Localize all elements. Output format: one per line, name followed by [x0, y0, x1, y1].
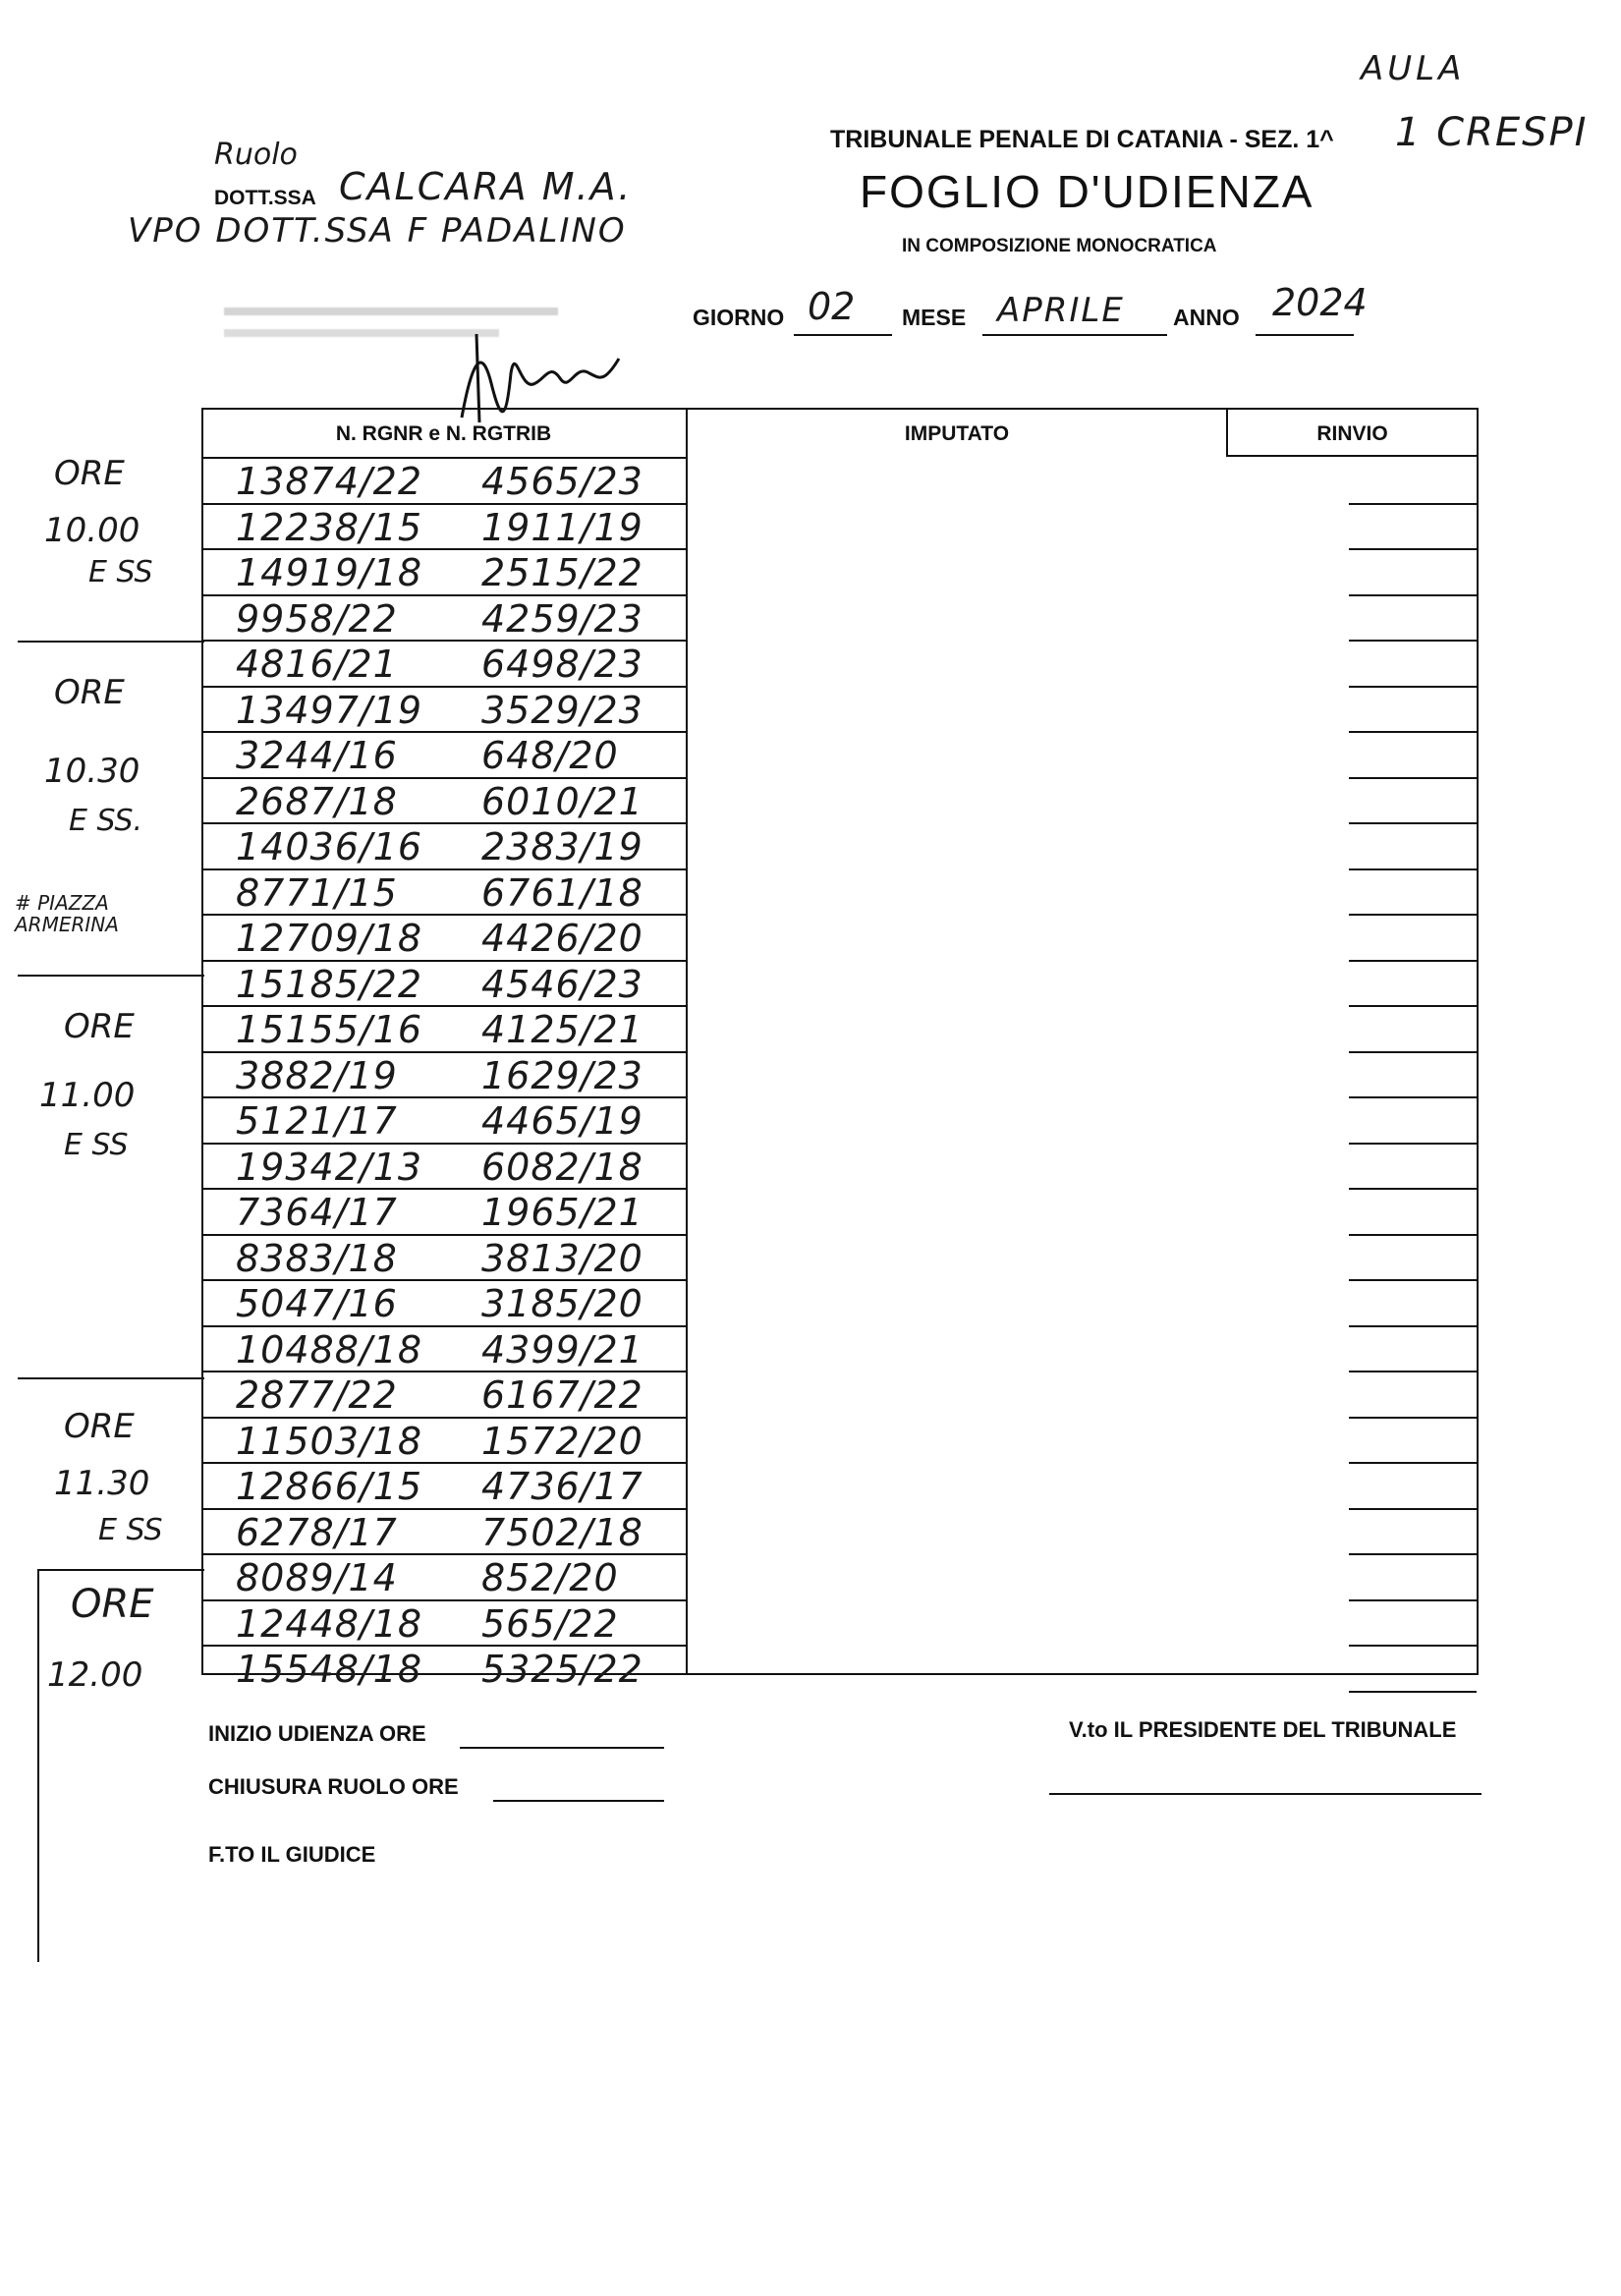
table-row: [201, 1325, 688, 1372]
table-row: [201, 1279, 688, 1325]
presidente-underline: [1049, 1793, 1481, 1795]
table-row: [201, 1508, 688, 1554]
hour-1000-ess: E SS: [88, 555, 153, 589]
left-margin-line: [37, 1569, 39, 1962]
hour-1000-time: 10.00: [44, 511, 140, 550]
rgtrib-number: 565/22: [481, 1601, 619, 1646]
page-title: FOGLIO D'UDIENZA: [860, 166, 1314, 217]
rgtrib-number: 4465/19: [481, 1099, 643, 1143]
rgnr-number: 2687/18: [236, 779, 398, 823]
table-row: [201, 640, 688, 686]
rgtrib-number: 4399/21: [481, 1327, 643, 1372]
rinvio-line: [1349, 640, 1477, 642]
dottssa-label: DOTT.SSA: [214, 187, 316, 209]
rgtrib-number: 3813/20: [481, 1236, 643, 1280]
anno-label: ANNO: [1173, 305, 1240, 330]
chiusura-ruolo-label: CHIUSURA RUOLO ORE: [208, 1774, 459, 1799]
rgnr-number: 5047/16: [236, 1282, 398, 1325]
table-row: [201, 457, 688, 503]
rgnr-number: 5121/17: [236, 1099, 398, 1143]
rinvio-line: [1349, 914, 1477, 916]
ruolo-annotation: Ruolo: [214, 138, 298, 172]
table-row: [201, 1371, 688, 1417]
mese-label: MESE: [902, 305, 967, 330]
rinvio-line: [1349, 548, 1477, 550]
table-row: [201, 1462, 688, 1508]
rinvio-line: [1349, 868, 1477, 870]
rinvio-line: [1349, 503, 1477, 505]
crespi-annotation: 1 CRESPI: [1395, 110, 1589, 155]
header-rinvio: RINVIO: [1228, 408, 1477, 457]
rgtrib-number: 1629/23: [481, 1053, 643, 1097]
chiusura-underline: [493, 1800, 664, 1802]
rgnr-number: 15155/16: [236, 1008, 423, 1051]
rinvio-line: [1349, 686, 1477, 688]
vpo-annotation: VPO DOTT.SSA F PADALINO: [128, 211, 627, 251]
page-subtitle: IN COMPOSIZIONE MONOCRATICA: [902, 236, 1217, 256]
rgnr-number: 13497/19: [236, 688, 423, 732]
table-row: [201, 1188, 688, 1234]
rinvio-line: [1349, 594, 1477, 596]
rinvio-line: [1349, 1599, 1477, 1601]
rgtrib-number: 1572/20: [481, 1419, 643, 1463]
separator: [18, 1377, 204, 1379]
table-row: [201, 548, 688, 594]
presidente-label: V.to IL PRESIDENTE DEL TRIBUNALE: [1069, 1717, 1457, 1742]
rgnr-number: 10488/18: [236, 1327, 423, 1372]
hour-1100-ore: ORE: [64, 1007, 135, 1046]
table-row: [201, 1096, 688, 1143]
rinvio-line: [1349, 1234, 1477, 1236]
rgtrib-number: 4426/20: [481, 917, 643, 960]
table-row: [201, 1051, 688, 1097]
rinvio-line: [1349, 1462, 1477, 1464]
rgtrib-number: 4259/23: [481, 596, 643, 641]
table-row: [201, 1143, 688, 1189]
rinvio-line: [1349, 1279, 1477, 1281]
rgtrib-number: 6761/18: [481, 870, 643, 915]
rgnr-number: 12709/18: [236, 917, 423, 960]
hour-1200-time: 12.00: [47, 1655, 143, 1695]
rgtrib-number: 6167/22: [481, 1373, 643, 1417]
anno-underline: [1256, 334, 1354, 336]
table-row: [201, 594, 688, 641]
table-row: [201, 686, 688, 732]
hour-1100-time: 11.00: [39, 1076, 136, 1115]
rgtrib-number: 6498/23: [481, 643, 643, 686]
hour-1030-ess: E SS.: [69, 804, 143, 838]
hour-1100-ess: E SS: [64, 1128, 129, 1162]
rgnr-number: 12866/15: [236, 1465, 423, 1508]
rgtrib-number: 6010/21: [481, 779, 643, 823]
rinvio-line: [1349, 1417, 1477, 1419]
rinvio-line: [1349, 1143, 1477, 1145]
rinvio-line: [1349, 1188, 1477, 1190]
separator: [18, 975, 204, 977]
rgtrib-number: 3185/20: [481, 1282, 643, 1325]
rgnr-number: 15548/18: [236, 1648, 423, 1691]
rgtrib-number: 4125/21: [481, 1008, 643, 1051]
hour-1130-time: 11.30: [54, 1464, 150, 1503]
rgtrib-number: 4546/23: [481, 962, 643, 1006]
table-row: [201, 1417, 688, 1463]
giudice-name: CALCARA M.A.: [339, 165, 633, 208]
giorno-value: 02: [808, 285, 856, 328]
table-row: [201, 1599, 688, 1646]
rgnr-number: 2877/22: [236, 1373, 398, 1417]
rgtrib-number: 4565/23: [481, 460, 643, 503]
separator: [18, 641, 204, 643]
hour-1030-time: 10.30: [44, 752, 140, 791]
rgnr-number: 19342/13: [236, 1145, 423, 1189]
rgnr-number: 14919/18: [236, 551, 423, 594]
rinvio-line: [1349, 1005, 1477, 1007]
rinvio-line: [1349, 960, 1477, 962]
rgtrib-number: 7502/18: [481, 1510, 643, 1554]
mese-value: APRILE: [997, 291, 1125, 330]
rgtrib-number: 3529/23: [481, 688, 643, 732]
piazza-armerina-note: # PIAZZA ARMERINA: [15, 891, 119, 936]
hour-1130-ore: ORE: [64, 1407, 135, 1446]
rgnr-number: 9958/22: [236, 596, 398, 641]
rgnr-number: 8383/18: [236, 1236, 398, 1280]
aula-annotation: AULA: [1361, 49, 1466, 88]
inizio-udienza-label: INIZIO UDIENZA ORE: [208, 1721, 426, 1746]
rgnr-number: 15185/22: [236, 962, 423, 1006]
giorno-label: GIORNO: [693, 305, 785, 330]
rgnr-number: 14036/16: [236, 825, 423, 868]
hearings-table: [201, 408, 1479, 1691]
rgtrib-number: 2383/19: [481, 825, 643, 868]
rgnr-number: 13874/22: [236, 460, 423, 503]
rgtrib-number: 6082/18: [481, 1145, 643, 1189]
rinvio-line: [1349, 777, 1477, 779]
rgnr-number: 3244/16: [236, 734, 398, 777]
rgtrib-number: 2515/22: [481, 551, 643, 594]
rinvio-line: [1349, 1691, 1477, 1693]
rgtrib-number: 648/20: [481, 734, 619, 777]
header-rgnr: N. RGNR e N. RGTRIB: [201, 408, 688, 457]
rinvio-line: [1349, 1645, 1477, 1647]
rgtrib-number: 1911/19: [481, 505, 643, 549]
rinvio-line: [1349, 1553, 1477, 1555]
table-row: [201, 1553, 688, 1599]
tribunale-heading: TRIBUNALE PENALE DI CATANIA - SEZ. 1^: [830, 126, 1334, 153]
rinvio-line: [1349, 1325, 1477, 1327]
hour-1000-ore: ORE: [54, 454, 125, 493]
table-row: [201, 960, 688, 1006]
rinvio-line: [1349, 1096, 1477, 1098]
table-row: [201, 503, 688, 549]
rgnr-number: 3882/19: [236, 1053, 398, 1097]
table-row: [201, 868, 688, 915]
rinvio-line: [1349, 1508, 1477, 1510]
table-row: [201, 1005, 688, 1051]
giorno-underline: [794, 334, 892, 336]
separator: [37, 1569, 204, 1571]
giudice-signature-label: F.TO IL GIUDICE: [208, 1842, 376, 1867]
rgnr-number: 4816/21: [236, 643, 398, 686]
hour-1200-ore: ORE: [71, 1582, 154, 1627]
rgtrib-number: 5325/22: [481, 1648, 643, 1691]
table-row: [201, 822, 688, 868]
rgnr-number: 12448/18: [236, 1601, 423, 1646]
mese-underline: [982, 334, 1167, 336]
table-row: [201, 777, 688, 823]
rinvio-line: [1349, 822, 1477, 824]
rgnr-number: 8089/14: [236, 1556, 398, 1599]
hour-1030-ore: ORE: [54, 673, 125, 712]
rinvio-line: [1349, 1371, 1477, 1372]
rgtrib-number: 852/20: [481, 1556, 619, 1599]
table-row: [201, 731, 688, 777]
table-row: [201, 914, 688, 960]
rinvio-line: [1349, 731, 1477, 733]
rgnr-number: 12238/15: [236, 505, 423, 549]
rgnr-number: 8771/15: [236, 870, 398, 915]
anno-value: 2024: [1272, 281, 1368, 324]
rgnr-number: 7364/17: [236, 1191, 398, 1234]
rgtrib-number: 1965/21: [481, 1191, 643, 1234]
header-imputato: IMPUTATO: [688, 408, 1228, 457]
table-row: [201, 1645, 688, 1691]
rgnr-number: 6278/17: [236, 1510, 398, 1554]
inizio-underline: [460, 1747, 664, 1749]
rinvio-line: [1349, 1051, 1477, 1053]
rgtrib-number: 4736/17: [481, 1465, 643, 1508]
table-row: [201, 1234, 688, 1280]
hour-1130-ess: E SS: [98, 1513, 163, 1547]
rgnr-number: 11503/18: [236, 1419, 423, 1463]
